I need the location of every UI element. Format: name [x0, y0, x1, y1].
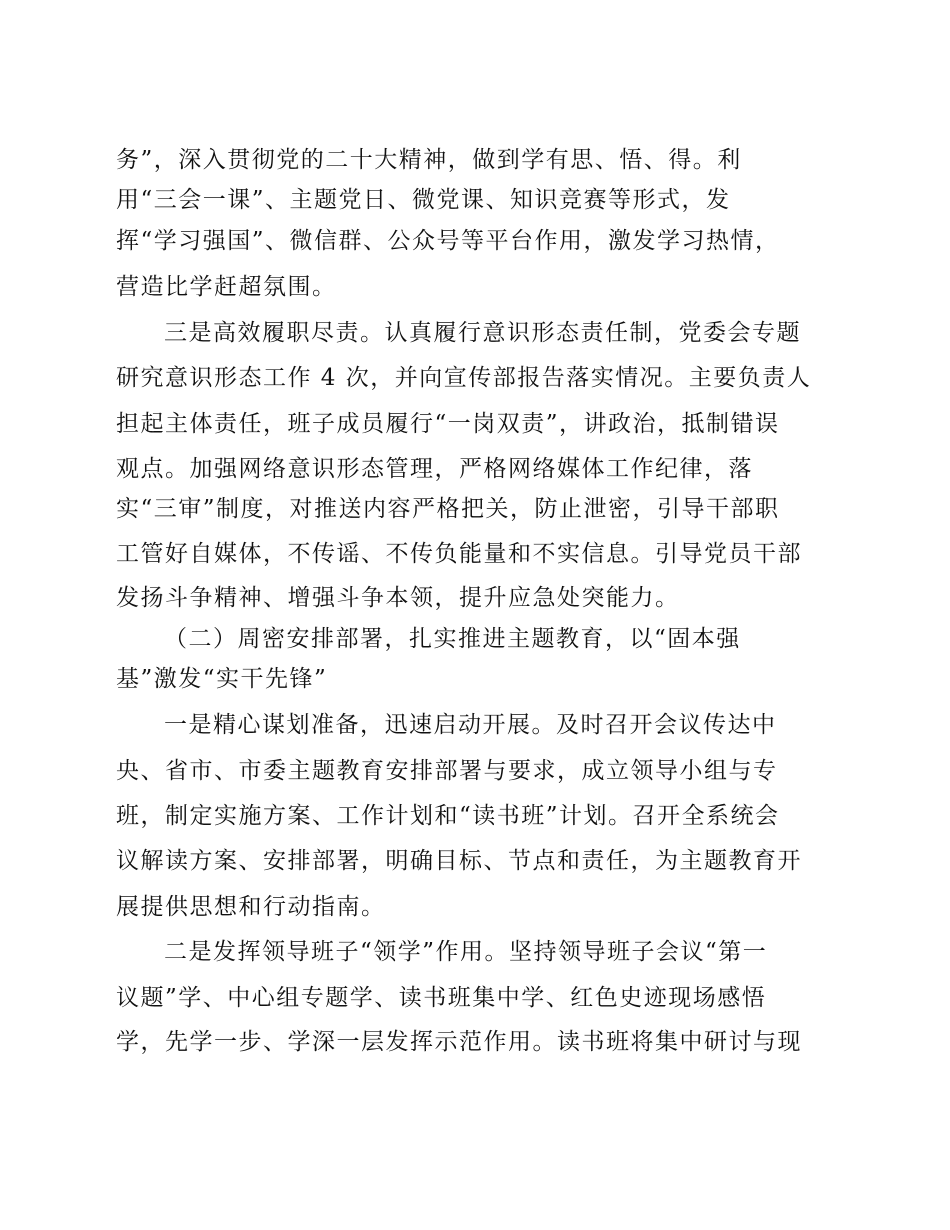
text-line: 发扬斗争精神、增强斗争本领，提升应急处突能力。 [116, 585, 680, 611]
text-line: 务”，深入贯彻党的二十大精神，做到学有思、悟、得。利 [116, 147, 742, 173]
section-heading: 基”激发“实干先锋” [116, 666, 328, 692]
text-line: 班，制定实施方案、工作计划和“读书班”计划。召开全系统会 [116, 803, 780, 829]
section-heading: （二）周密安排部署，扎实推进主题教育，以“固本强 [164, 626, 741, 652]
text-line: 一是精心谋划准备，迅速启动开展。及时召开会议传达中 [164, 712, 777, 738]
text-line: 学，先学一步、学深一层发挥示范作用。读书班将集中研讨与现 [116, 1029, 802, 1055]
text-line: 营造比学赶超氛围。 [116, 274, 337, 300]
text-line: 挥“学习强国”、微信群、公众号等平台作用，激发学习热情， [116, 228, 780, 254]
text-line: 央、省市、市委主题教育安排部署与要求，成立领导小组与专 [116, 758, 778, 784]
text-line: 展提供思想和行动指南。 [116, 894, 386, 920]
text-line: 二是发挥领导班子“领学”作用。坚持领导班子会议“第一 [164, 939, 768, 965]
text-line: 担起主体责任，班子成员履行“一岗双责”，讲政治，抵制错误 [116, 411, 780, 437]
text-line: 工管好自媒体，不传谣、不传负能量和不实信息。引导党员干部 [116, 541, 802, 567]
text-line: 实“三审”制度，对推送内容严格把关，防止泄密，引导干部职 [116, 496, 780, 522]
text-line: 用“三会一课”、主题党日、微党课、知识竞赛等形式，发 [116, 187, 731, 213]
text-line: 观点。加强网络意识形态管理，严格网络媒体工作纪律，落 [116, 456, 753, 482]
text-line: 议解读方案、安排部署，明确目标、节点和责任，为主题教育开 [116, 848, 802, 874]
text-line: 议题”学、中心组专题学、读书班集中学、红色史迹现场感悟 [116, 985, 767, 1011]
text-line: 三是高效履职尽责。认真履行意识形态责任制，党委会专题 [164, 320, 801, 346]
text-line: 研究意识形态工作 4 次，并向宣传部报告落实情况。主要负责人 [116, 365, 812, 391]
